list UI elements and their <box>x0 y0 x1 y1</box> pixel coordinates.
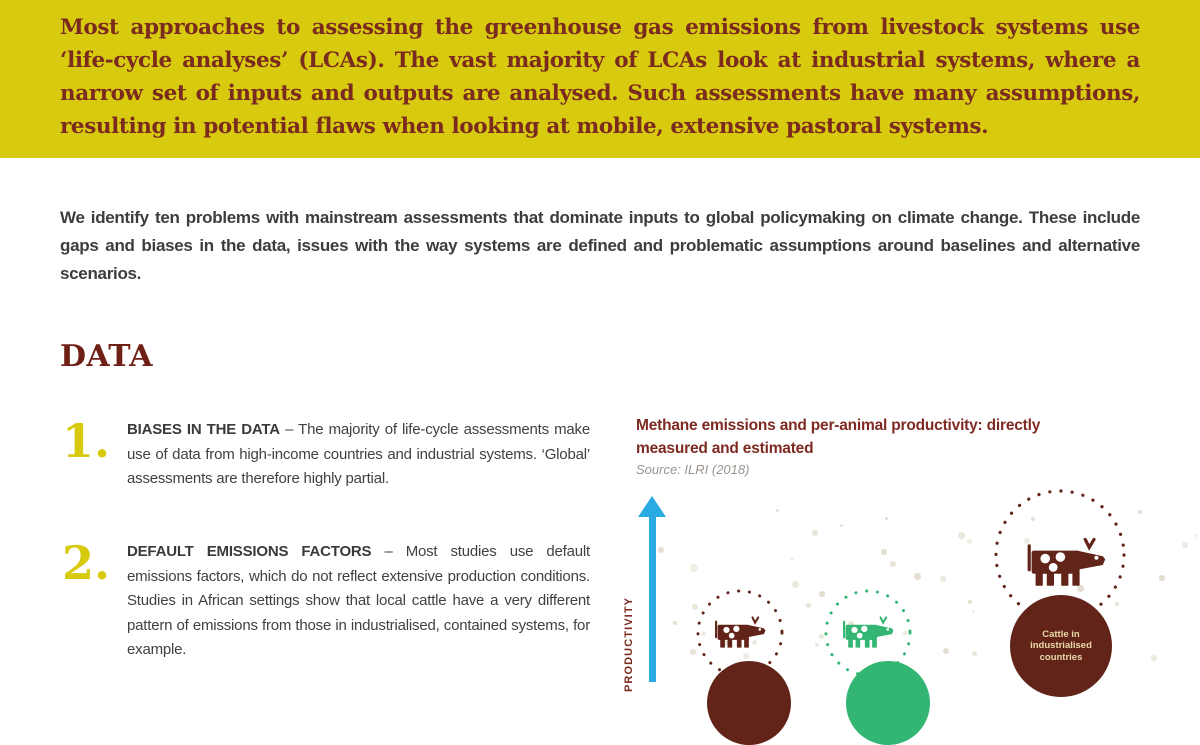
item-heading: BIASES IN THE DATA <box>127 421 280 438</box>
item-body: – Most studies use default emissions factors, which do not reflect extensive production conditions. Studies in African settings show that local cattle have a very different pattern of emissions from those in industrialised, contained systems, for example. <box>127 543 590 658</box>
data-circle <box>846 661 930 745</box>
intro-paragraph: We identify ten problems with mainstream assessments that dominate inputs to global policymaking on climate change. These include gaps and biases in the data, issues with the way systems are defined and problematic assumptions around baselines and alternative scenarios. <box>60 208 1140 283</box>
intro-section <box>60 204 1140 288</box>
cow-icon <box>1026 533 1106 589</box>
data-circle <box>707 661 791 745</box>
chart-canvas <box>623 492 1200 692</box>
item-heading: DEFAULT EMISSIONS FACTORS <box>127 543 372 560</box>
y-axis-label: PRODUCTIVITY <box>623 596 635 692</box>
list-item-1 <box>60 414 592 492</box>
list-item-2 <box>60 536 592 663</box>
y-axis-line <box>649 515 656 682</box>
item-text <box>127 540 590 663</box>
banner-text: Most approaches to assessing the greenhouse gas emissions from livestock systems use ‘life-cycle analyses’ (LCAs). The vast majority of LCAs look at industrial systems, where a narrow set of inputs and outputs are analysed. Such assessments have many assumptions, resulting in potential flaws when looking at mobile, extensive pastoral systems. <box>60 15 1140 139</box>
item-number: 1. <box>62 414 111 468</box>
item-body: – The majority of life-cycle assessments make use of data from high-income countries and industrial systems. ‘Global’ assessments are therefore highly partial. <box>127 421 590 487</box>
data-circle <box>1010 595 1112 697</box>
arrow-up-icon <box>638 496 666 517</box>
section-title-data: DATA <box>60 339 153 374</box>
cow-icon <box>842 613 894 650</box>
chart-title: Methane emissions and per-animal productivity: directly measured and estimated <box>636 417 1041 457</box>
top-banner <box>0 0 1200 158</box>
chart-source: Source: ILRI (2018) <box>636 462 750 477</box>
item-number: 2. <box>62 536 111 590</box>
circle-label: Cattle in industrialised countries <box>1030 628 1092 663</box>
item-text <box>127 418 590 492</box>
cow-icon <box>714 613 766 650</box>
